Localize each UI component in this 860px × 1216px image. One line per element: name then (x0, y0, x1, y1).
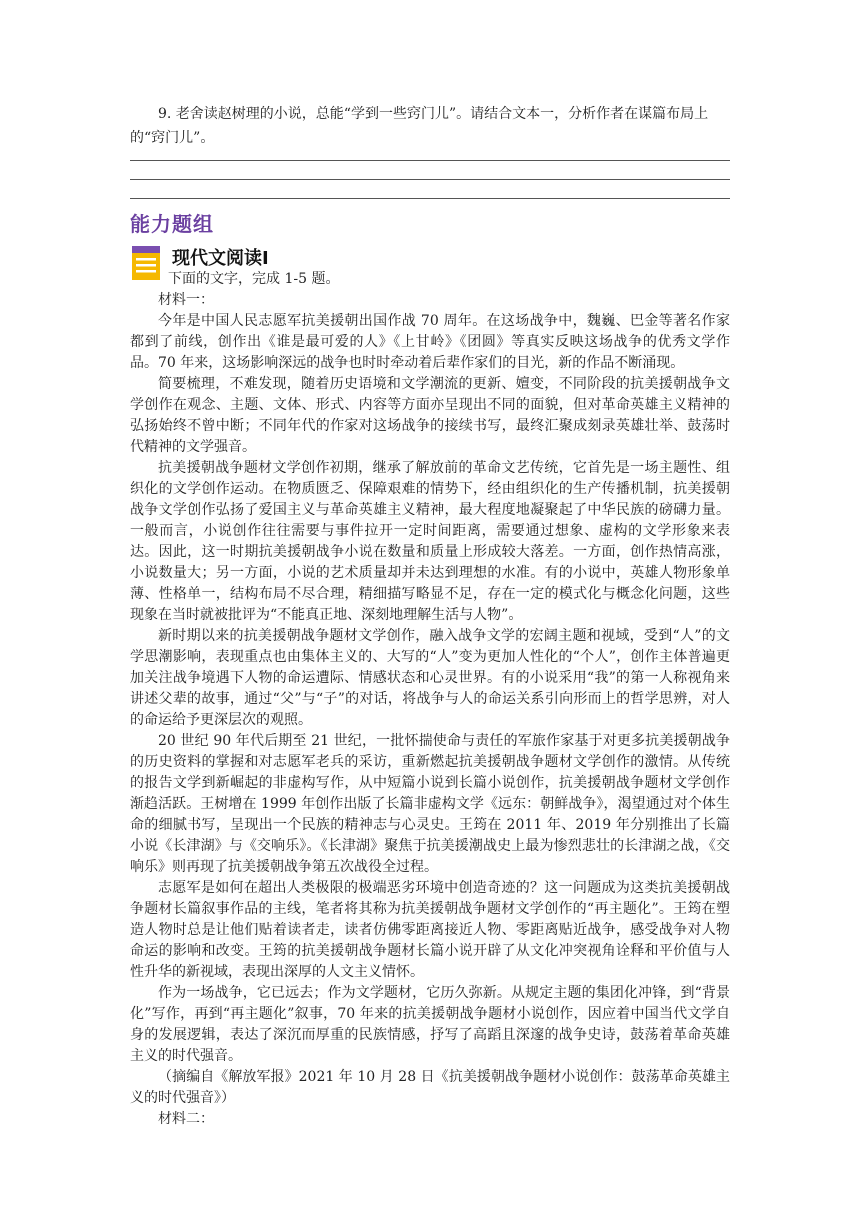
source-citation: （摘编自《解放军报》2021 年 10 月 28 日《抗美援朝战争题材小说创作：鼓荡革命英雄主义的时代强音》） (130, 1069, 730, 1106)
paragraph: 新时期以来的抗美援朝战争题材文学创作，融入战争文学的宏阔主题和视域，受到“人”的文学思潮影响，表现重点也由集体主义的、大写的“人”变为更加人性化的“个人”，创作主体普遍更加关注战争境遇下人物的命运遭际、情感状态和心灵世界。有的小说采用“我”的第一人称视角来讲述父辈的故事，通过“父”与“子”的对话，将战争与人的命运关系引向形而上的哲学思辨，对人的命运给予更深层次的观照。 (130, 628, 730, 728)
answer-line-1 (130, 160, 730, 161)
answer-line-3 (130, 198, 730, 199)
answer-line-2 (130, 179, 730, 180)
paragraph: 志愿军是如何在超出人类极限的极端恶劣环境中创造奇迹的？这一问题成为这类抗美援朝战争题材长篇叙事作品的主线，笔者将其称为抗美援朝战争题材文学创作的“再主题化”。王筠在塑造人物时总是让他们贴着读者走，读者仿佛零距离接近人物、零距离贴近战争，感受战争对人物命运的影响和改变。王筠的抗美援朝战争题材长篇小说开辟了从文化冲突视角诠释和平价值与人性升华的新视域，表现出深厚的人文主义情怀。 (130, 880, 730, 980)
book-icon (130, 246, 162, 282)
subsection-header (130, 244, 730, 287)
section-title: 能力题组 (130, 212, 214, 236)
paragraph: 简要梳理，不难发现，随着历史语境和文学潮流的更新、嬗变，不同阶段的抗美援朝战争文学创作在观念、主题、文体、形式、内容等方面亦呈现出不同的面貌，但对革命英雄主义精神的弘扬始终不曾中断；不同年代的作家对这场战争的接续书写，最终汇聚成刻录英雄壮举、鼓荡时代精神的文学强音。 (130, 376, 730, 455)
paragraph: 抗美援朝战争题材文学创作初期，继承了解放前的革命文艺传统，它首先是一场主题性、组织化的文学创作运动。在物质匮乏、保障艰难的情势下，经由组织化的生产传播机制，抗美援朝战争文学创作弘扬了爱国主义与革命英雄主义精神，最大程度地凝聚起了中华民族的磅礴力量。一般而言，小说创作往往需要与事件拉开一定时间距离，需要通过想象、虚构的文学形象来表达。因此，这一时期抗美援朝战争小说在数量和质量上形成较大落差。一方面，创作热情高涨，小说数量大；另一方面，小说的艺术质量却并未达到理想的水准。有的小说中，英雄人物形象单薄、性格单一，结构布局不尽合理，精细描写略显不足，存在一定的模式化与概念化问题，这些现象在当时就被批评为“不能真正地、深刻地理解生活与人物”。 (130, 460, 730, 623)
question-9: 9. 老舍读赵树理的小说，总能“学到一些窍门儿”。请结合文本一，分析作者在谋篇布局上的“窍门儿”。 (130, 106, 709, 146)
instruction: 下面的文字，完成 1-5 题。 (168, 271, 340, 287)
material-1-label: 材料一： (158, 292, 214, 308)
material-2-label: 材料二： (158, 1111, 214, 1127)
subsection-title: 现代文阅读Ⅰ (172, 248, 269, 269)
reading-passage (130, 290, 730, 1130)
paragraph: 今年是中国人民志愿军抗美援朝出国作战 70 周年。在这场战争中，魏巍、巴金等著名作家都到了前线，创作出《谁是最可爱的人》《上甘岭》《团圆》等真实反映这场战争的优秀文学作品。70 年来，这场影响深远的战争也时时牵动着后辈作家们的目光，新的作品不断涌现。 (130, 313, 730, 371)
paragraph: 20 世纪 90 年代后期至 21 世纪，一批怀揣使命与责任的军旅作家基于对更多抗美援朝战争的历史资料的掌握和对志愿军老兵的采访，重新燃起抗美援朝战争题材文学创作的激情。从传统的报告文学到新崛起的非虚构写作，从中短篇小说到长篇小说创作，抗美援朝战争题材文学创作渐趋活跃。王树增在 1999 年创作出版了长篇非虚构文学《远东：朝鲜战争》，渴望通过对个体生命的细腻书写，呈现出一个民族的精神志与心灵史。王筠在 2011 年、2019 年分别推出了长篇小说《长津湖》与《交响乐》。《长津湖》聚焦于抗美援潮战史上最为惨烈悲壮的长津湖之战，《交响乐》则再现了抗美援朝战争第五次战役全过程。 (130, 733, 730, 875)
paragraph: 作为一场战争，它已远去；作为文学题材，它历久弥新。从规定主题的集团化冲锋，到“背景化”写作，再到“再主题化”叙事，70 年来的抗美援朝战争题材小说创作，因应着中国当代文学自身的发展逻辑，表达了深沉而厚重的民族情感，抒写了高蹈且深邃的战争史诗，鼓荡着革命英雄主义的时代强音。 (130, 985, 730, 1064)
